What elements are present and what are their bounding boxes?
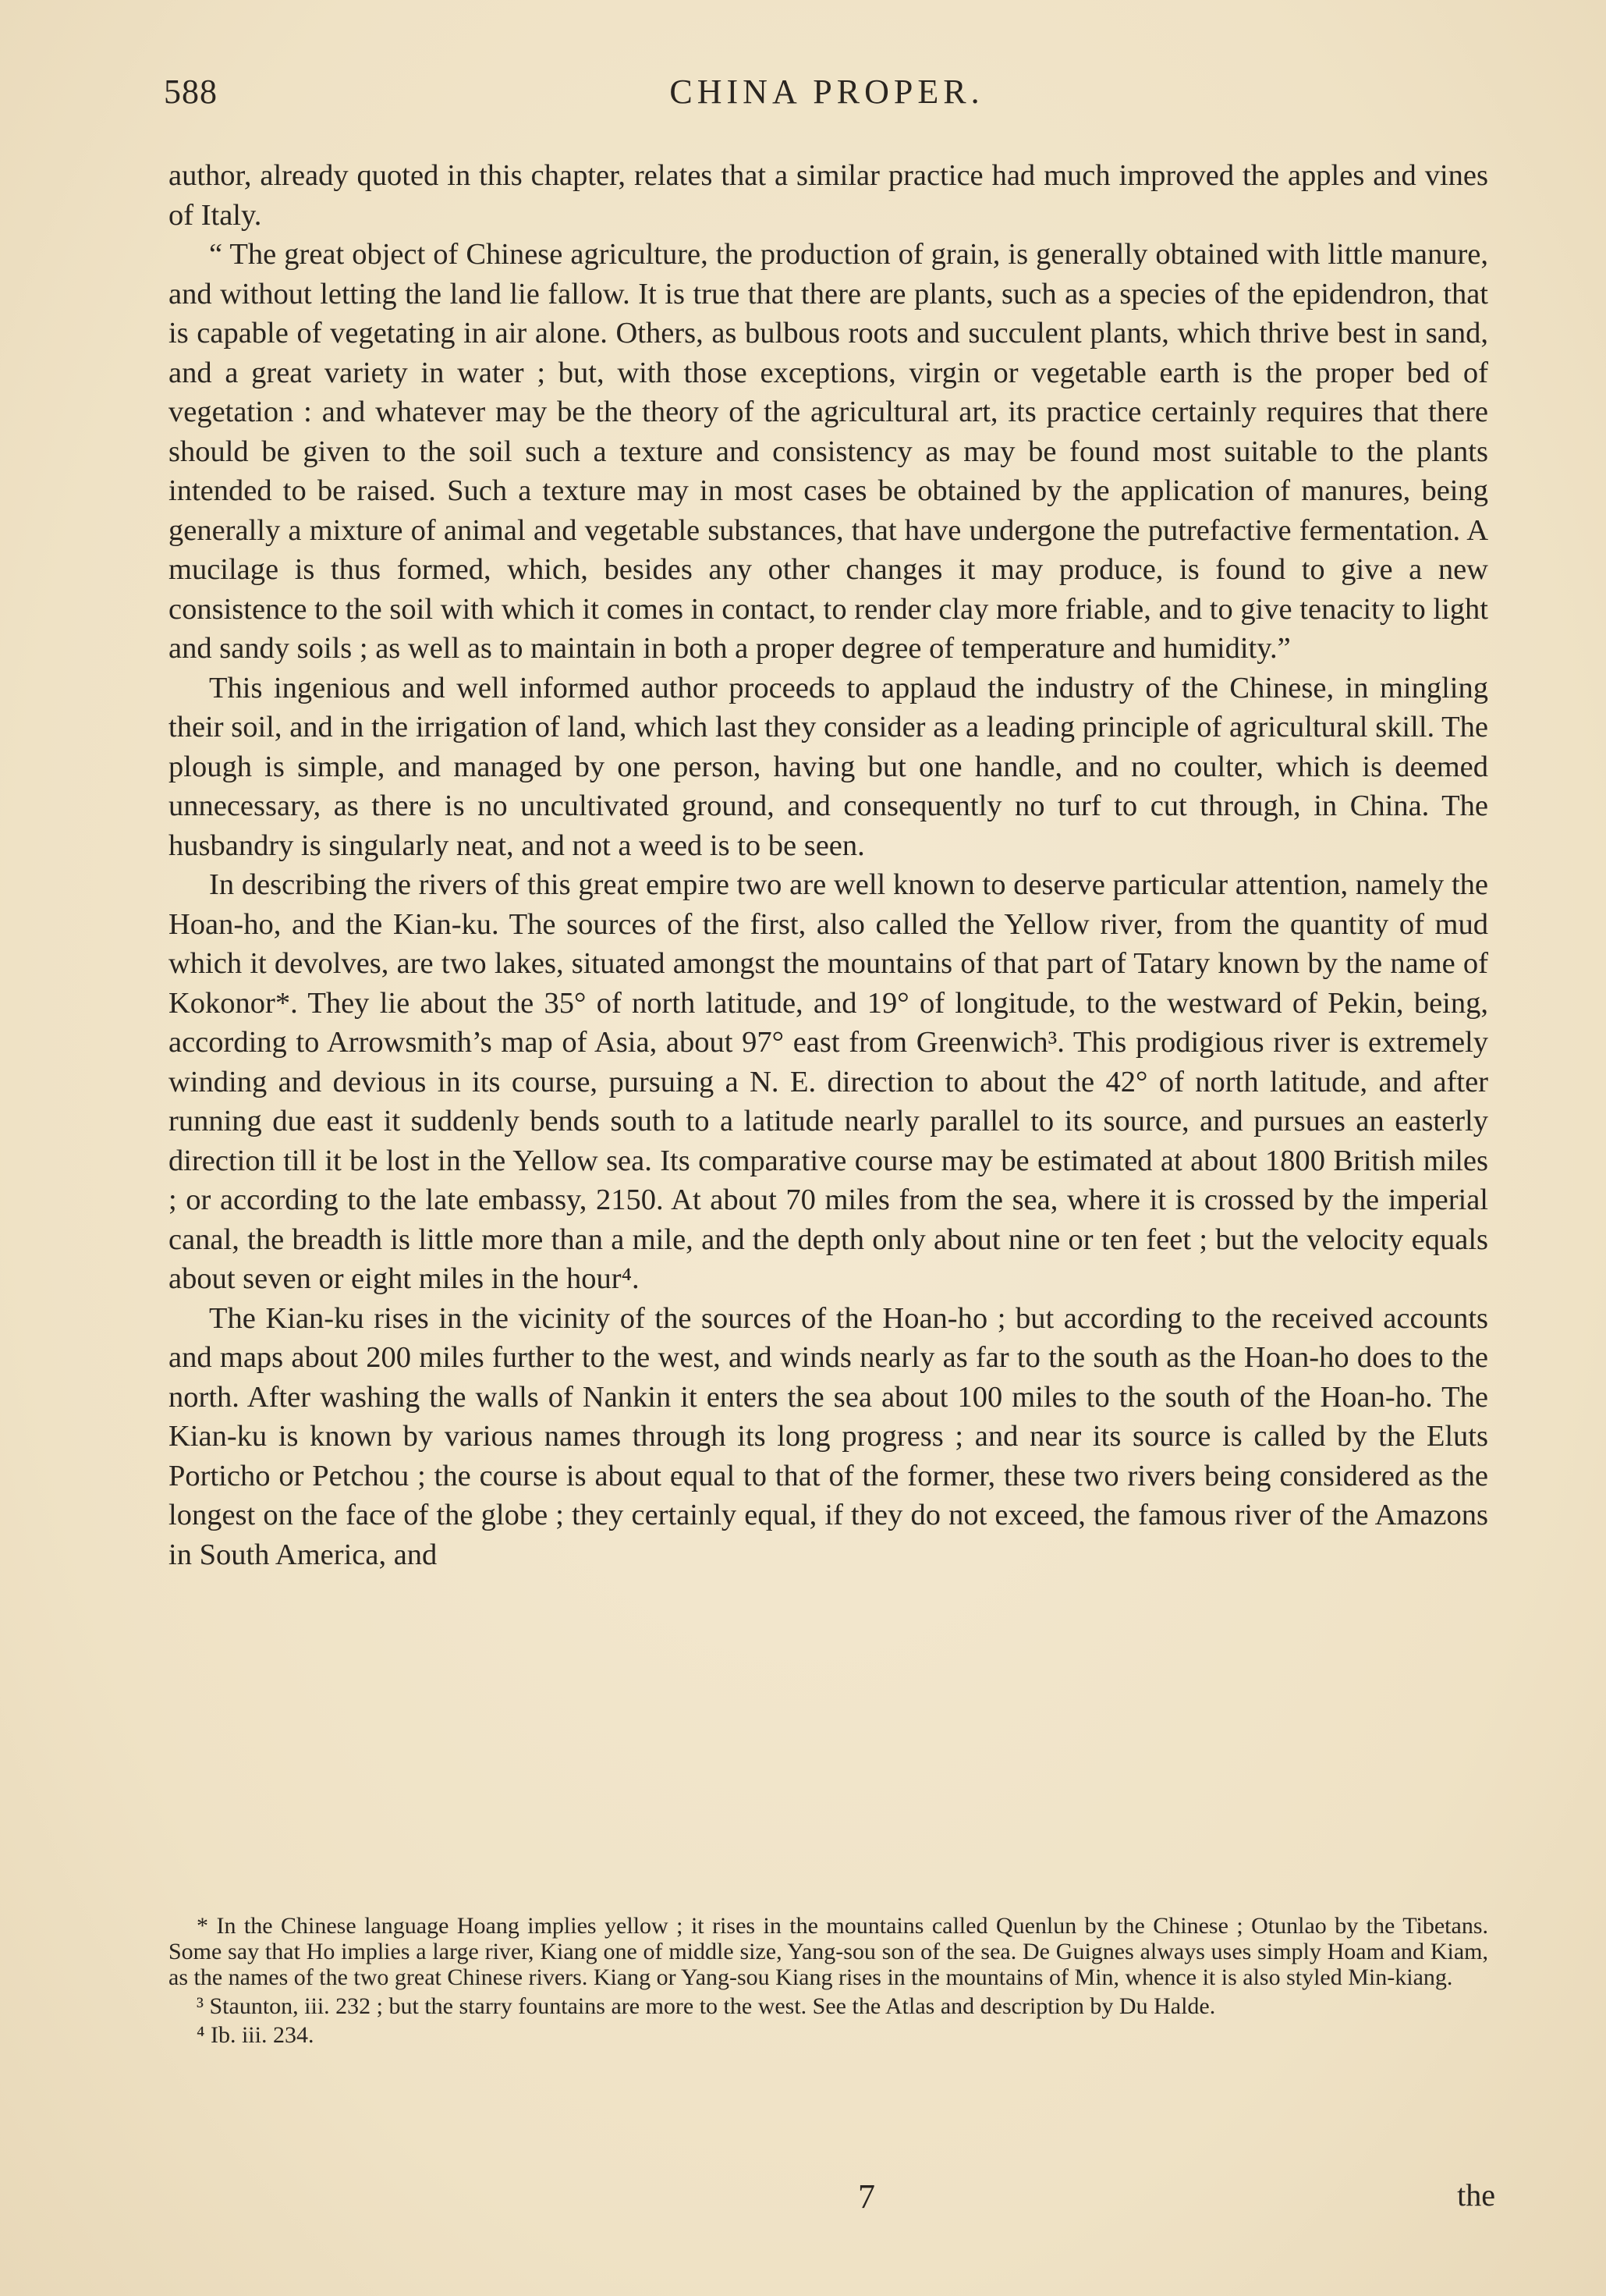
footnote: ⁴ Ib. iii. 234. xyxy=(197,2022,314,2048)
paragraph: In describing the rivers of this great empire two are well known to deserve particular attention, namely the Hoan-ho, and the Kian-ku. The sources of the first, also called the Yellow river, from the quantity of mud which it devolves, are two lakes, situated amongst the mountains of that part of Tatary known by the name of Kokonor*. They lie about the 35° of north latitude, and 19° of longitude, to the westward of Pekin, being, according to Arrowsmith’s map of Asia, about 97° east from Greenwich³. This prodigious river is extremely winding and devious in its course, pursuing a N. E. direction to about the 42° of north latitude, and after running due east it suddenly bends south to a latitude nearly parallel to its source, and pursues an easterly direction till it be lost in the Yellow sea. Its comparative course may be estimated at about 1800 British miles ; or according to the late embassy, 2150. At about 70 miles from the sea, where it is crossed by the imperial canal, the breadth is little more than a mile, and the depth only about nine or ten feet ; but the velocity equals about seven or eight miles in the hour⁴. xyxy=(168,868,1488,1295)
signature-mark: 7 xyxy=(858,2177,875,2216)
running-head: CHINA PROPER. xyxy=(669,73,984,111)
footnotes xyxy=(168,1913,1488,2051)
paragraph: The Kian-ku rises in the vicinity of the sources of the Hoan-ho ; but according to the received accounts and maps about 200 miles further to the west, and winds nearly as far to the south as the Hoan-ho does to the north. After washing the walls of Nankin it enters the sea about 100 miles to the south of the Hoan-ho. The Kian-ku is known by various names through its long progress ; and near its source is called by the Eluts Porticho or Petchou ; the course is about equal to that of the former, these two rivers being considered as the longest on the face of the globe ; they certainly equal, if they do not exceed, the famous river of the Amazons in South America, and xyxy=(168,1301,1488,1571)
footnote: ³ Staunton, iii. 232 ; but the starry fountains are more to the west. See the Atlas and description by Du Halde. xyxy=(197,1993,1216,2019)
page-header xyxy=(164,72,1490,126)
page-number: 588 xyxy=(164,73,218,111)
catchword: the xyxy=(1457,2177,1495,2213)
body-text xyxy=(168,156,1488,1574)
paragraph: author, already quoted in this chapter, relates that a similar practice had much improved the apples and vines of Italy. xyxy=(168,159,1488,232)
paragraph: “ The great object of Chinese agriculture, the production of grain, is generally obtained with little manure, and without letting the land lie fallow. It is true that there are plants, such as a species of the epidendron, that is capable of vegetating in air alone. Others, as bulbous roots and succulent plants, which thrive best in sand, and a great variety in water ; but, with those exceptions, virgin or vegetable earth is the proper bed of vegetation : and whatever may be the theory of the agricultural art, its practice certainly requires that there should be given to the soil such a texture and consistency as may be found most suitable to the plants intended to be raised. Such a texture may in most cases be obtained by the application of manures, being generally a mixture of animal and vegetable substances, that have undergone the putrefactive fermentation. A mucilage is thus formed, which, besides any other changes it may produce, is found to give a new consistence to the soil with which it comes in contact, to render clay more friable, and to give tenacity to light and sandy soils ; as well as to maintain in both a proper degree of temperature and humidity.” xyxy=(168,238,1488,665)
paragraph: This ingenious and well informed author proceeds to applaud the industry of the Chinese, in mingling their soil, and in the irrigation of land, which last they consider as a leading principle of agricultural skill. The plough is simple, and managed by one person, having but one handle, and no coulter, which is deemed unnecessary, as there is no uncultivated ground, and consequently no turf to cut through, in China. The husbandry is singularly neat, and not a weed is to be seen. xyxy=(168,671,1488,862)
footnote: * In the Chinese language Hoang implies yellow ; it rises in the mountains called Quenlun by the Chinese ; Otunlao by the Tibetans. Some say that Ho implies a large river, Kiang one of middle size, Yang-sou son of the sea. De Guignes always uses simply Hoam and Kiam, as the names of the two great Chinese rivers. Kiang or Yang-sou Kiang rises in the mountains of Min, whence it is also styled Min-kiang. xyxy=(168,1913,1488,1990)
